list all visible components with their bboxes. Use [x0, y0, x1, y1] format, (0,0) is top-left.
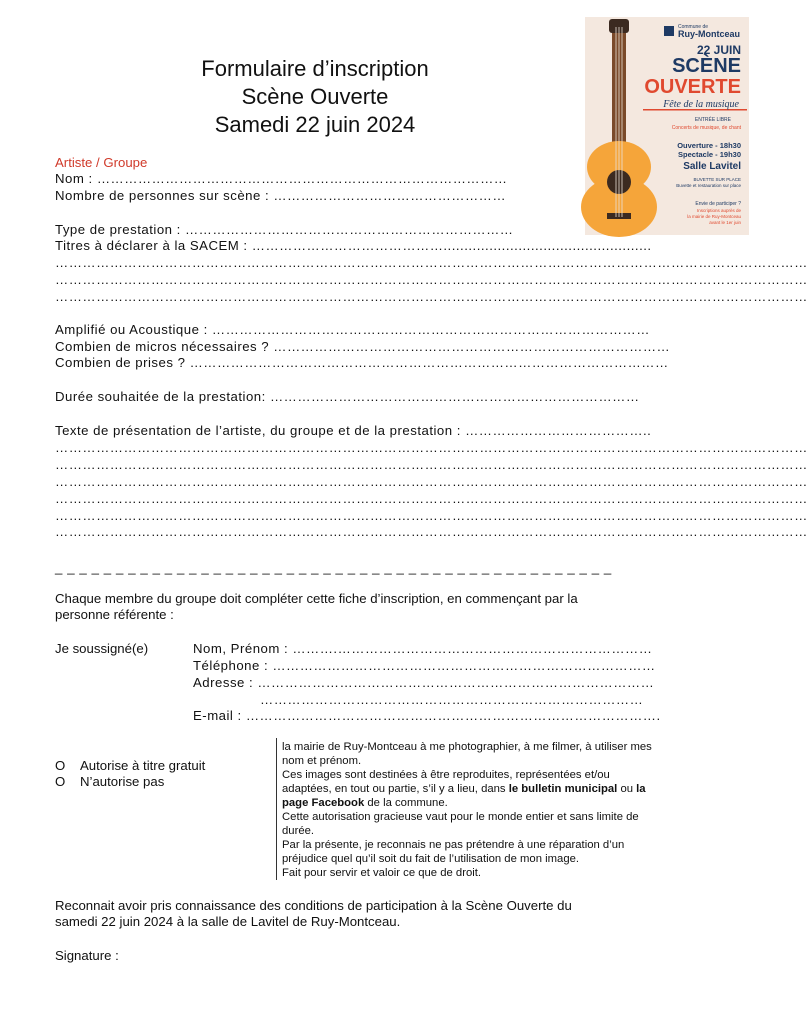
consent-text-4 — [282, 782, 722, 796]
consent-no-label: N’autorise pas — [80, 774, 165, 789]
consent-text — [282, 740, 722, 880]
poster-show-time: Spectacle - 19h30 — [678, 150, 741, 159]
poster-contact-4: avant le 1er juin — [709, 220, 741, 225]
poster-venue: Salle Lavitel — [683, 161, 741, 172]
field-nom[interactable]: Nom : ……………………………………………………………………………… — [55, 171, 508, 186]
poster-headline-1: SCÈNE — [672, 55, 741, 77]
consent-text-2: nom et prénom. — [282, 755, 362, 767]
members-intro-2: personne référente : — [55, 607, 174, 622]
field-micros[interactable]: Combien de micros nécessaires ? …………………………………………………………………………… — [55, 339, 671, 354]
field-amplifie[interactable]: Amplifié ou Acoustique : …………………………………………………………………………………… — [55, 322, 650, 337]
consent-text-6: Cette autorisation gracieuse vaut pour le monde entier et sans limite de — [282, 811, 639, 823]
consent-text-4a: adaptées, en tout ou partie, s’il y a lieu, dans — [282, 783, 509, 795]
title-line-1: Formulaire d’inscription — [201, 56, 429, 81]
field-email[interactable]: E-mail : ………………………………………………………………………………. — [193, 708, 661, 723]
radio-no-icon[interactable]: O — [55, 774, 66, 789]
consent-text-5 — [282, 796, 722, 810]
town-logo-icon — [664, 26, 674, 36]
poster-brand: Ruy-Montceau — [678, 29, 741, 39]
consent-text-10: Fait pour servir et valoir ce que de droit. — [282, 867, 482, 879]
consent-text-8: Par la présente, je reconnais ne pas prétendre à une réparation d’un — [282, 839, 625, 851]
consent-facebook: page Facebook — [282, 797, 365, 809]
field-adresse-suite[interactable]: ………………………………………………………………………… — [260, 692, 644, 707]
poster-date: 22 JUIN — [696, 43, 741, 57]
members-intro-1: Chaque membre du groupe doit compléter cette fiche d’inscription, en commençant par la — [55, 591, 578, 606]
field-texte-presentation[interactable]: Texte de présentation de l’artiste, du groupe et de la prestation : ………………………………….. — [55, 423, 652, 438]
title-line-3: Samedi 22 juin 2024 — [214, 112, 416, 137]
radio-yes-icon[interactable]: O — [55, 758, 66, 773]
field-type-prestation[interactable]: Type de prestation : ……………………………………………………………… — [55, 222, 514, 237]
reconnait-line-2: samedi 22 juin 2024 à la salle de Lavitel de Ruy-Montceau. — [55, 914, 401, 929]
consent-yes-label: Autorise à titre gratuit — [80, 758, 206, 773]
field-texte-line-6[interactable]: ………………………………………………………………………………………………………………………………………………… — [55, 524, 808, 539]
consent-text-7: durée. — [282, 825, 315, 837]
poster-brand-small: Commune de — [678, 24, 709, 30]
field-texte-line-2[interactable]: ………………………………………………………………………………………………………………………………………………… — [55, 457, 808, 472]
signature-label: Signature : — [55, 948, 119, 963]
field-adresse[interactable]: Adresse : …………………………………………………………………………… — [193, 675, 655, 690]
consent-text-9: préjudice quel qu’il soit du fait de l’utilisation de mon image. — [282, 853, 580, 865]
poster-line-2: Concerts de musique, de chant — [671, 125, 741, 131]
event-poster — [585, 17, 749, 235]
field-titres-line-3[interactable]: ………………………………………………………………………………………………………………………………………………… — [55, 289, 808, 304]
field-duree[interactable]: Durée souhaitée de la prestation: ……………………………………………………………………… — [55, 389, 640, 404]
poster-line-1: ENTRÉE LIBRE — [694, 117, 731, 123]
reconnait-line-1: Reconnait avoir pris connaissance des conditions de participation à la Scène Ouverte du — [55, 898, 572, 913]
consent-text-1: la mairie de Ruy-Montceau à me photographier, à me filmer, à utiliser mes — [282, 741, 652, 753]
poster-subtitle: Fête de la musique — [663, 99, 739, 110]
poster-contact-2: Inscriptions auprès de — [696, 208, 741, 213]
field-titres-line-2[interactable]: ………………………………………………………………………………………………………………………………………………… — [55, 272, 808, 287]
consent-bulletin: le bulletin municipal — [508, 783, 618, 795]
cut-separator: _ _ _ _ _ _ _ _ _ _ _ _ _ _ _ _ _ _ _ _ _ _ _ _ _ _ _ _ _ _ _ _ _ _ _ _ _ _ _ _ _ _ _ _ _ _ — [55, 560, 612, 575]
consent-text-5b: de la commune. — [364, 797, 448, 809]
field-nom-prenom[interactable]: Nom, Prénom : ……….…………………………………………………………… — [193, 641, 653, 656]
poster-info-1: BUVETTE SUR PLACE — [693, 177, 741, 182]
poster-headline-2: OUVERTE — [644, 76, 741, 98]
field-texte-line-4[interactable]: ………………………………………………………………………………………………………………………………………………… — [55, 491, 808, 506]
consent-divider — [276, 738, 277, 880]
field-titres-line-1[interactable]: ………………………………………………………………………………………………………………………………………………… — [55, 255, 808, 270]
field-telephone[interactable]: Téléphone : ………………………………………………………………………… — [193, 658, 656, 673]
section-label-artiste: Artiste / Groupe — [55, 155, 148, 170]
poster-contact-1: Envie de participer ? — [695, 201, 741, 207]
field-texte-line-1[interactable]: ………………………………………………………………………………………………………………………………………………… — [55, 440, 808, 455]
field-prises[interactable]: Combien de prises ? …………………………………………………………………………………………… — [55, 355, 669, 370]
field-texte-line-3[interactable]: ………………………………………………………………………………………………………………………………………………… — [55, 474, 808, 489]
poster-info-2: Buvette et restauration sur place — [676, 183, 741, 188]
page-title — [150, 55, 480, 139]
consent-option-no[interactable] — [55, 774, 164, 790]
consent-text-4c: ou — [617, 783, 637, 795]
consent-text-4d: la — [636, 783, 646, 795]
poster-contact-3: la mairie de Ruy-Montceau — [687, 214, 741, 219]
je-soussigne-label: Je soussigné(e) — [55, 641, 149, 656]
field-nb-personnes[interactable]: Nombre de personnes sur scène : …………………………………………… — [55, 188, 507, 203]
field-titres-sacem[interactable]: Titres à déclarer à la SACEM : …………………………………….................................................. — [55, 238, 652, 253]
title-line-2: Scène Ouverte — [241, 84, 389, 109]
consent-text-3: Ces images sont destinées à être reproduites, représentées et/ou — [282, 769, 610, 781]
poster-open-time: Ouverture - 18h30 — [677, 141, 741, 150]
field-texte-line-5[interactable]: ………………………………………………………………………………………………………………………………………………… — [55, 508, 808, 523]
consent-option-yes[interactable] — [55, 758, 205, 774]
